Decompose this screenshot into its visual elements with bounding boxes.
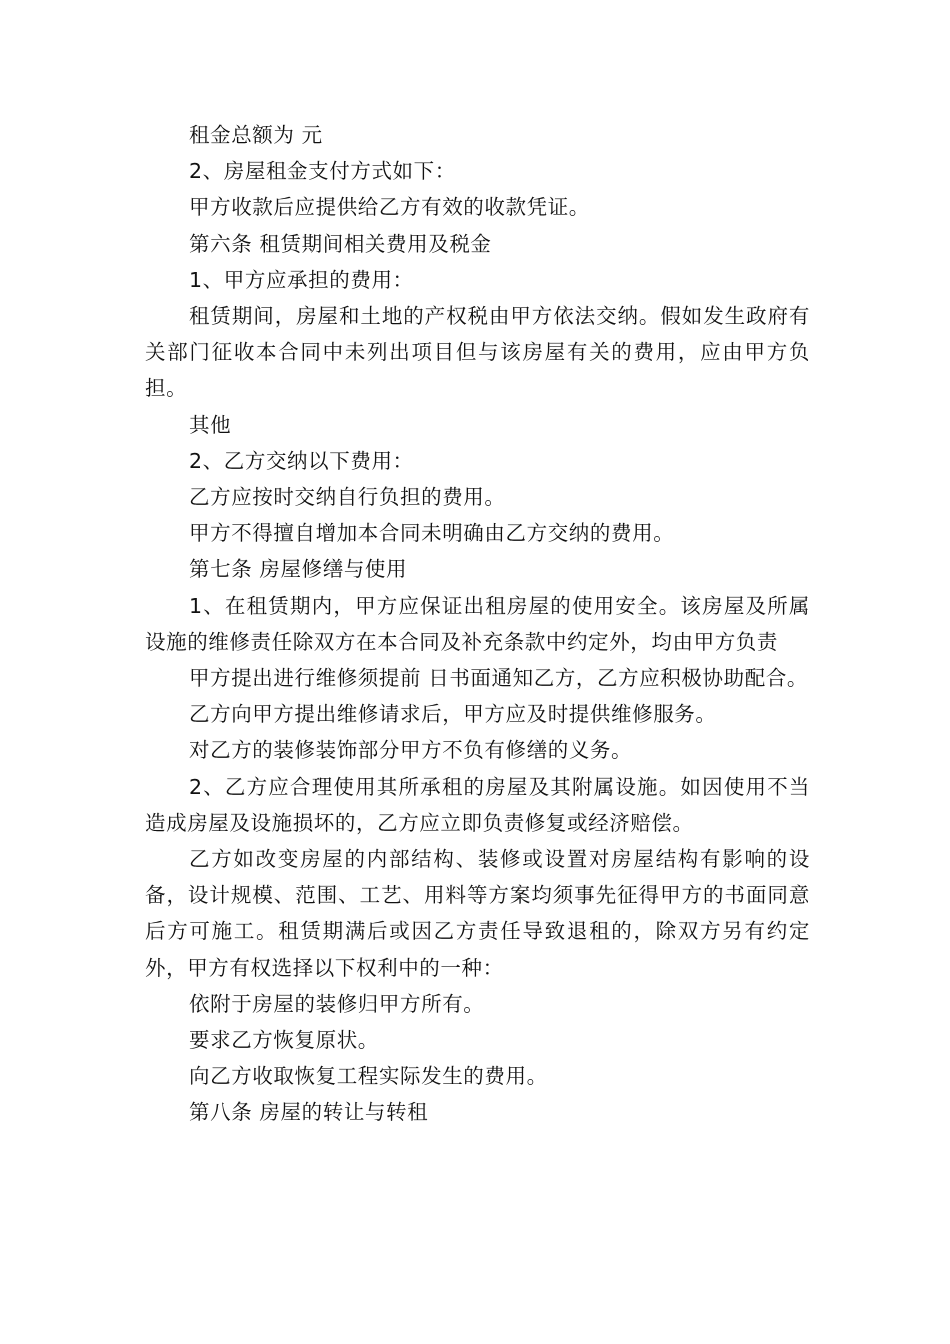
paragraph-8: 2、乙方交纳以下费用： bbox=[189, 448, 414, 473]
paragraph-10: 甲方不得擅自增加本合同未明确由乙方交纳的费用。 bbox=[189, 521, 675, 546]
document-body bbox=[145, 117, 810, 1131]
paragraph-12: 1、在租赁期内，甲方应保证出租房屋的使用安全。该房屋及所属设施的维修责任除双方在本合同及补充条款中约定外，均由甲方负责 bbox=[145, 593, 810, 654]
paragraph-7: 其他 bbox=[189, 412, 232, 437]
paragraph-13: 甲方提出进行维修须提前 日书面通知乙方，乙方应积极协助配合。 bbox=[189, 666, 809, 691]
paragraph-3: 甲方收款后应提供给乙方有效的收款凭证。 bbox=[189, 195, 590, 220]
paragraph-1: 租金总额为 元 bbox=[189, 123, 323, 147]
paragraph-16: 2、乙方应合理使用其所承租的房屋及其附属设施。如因使用不当造成房屋及设施损坏的，乙方应立即负责修复或经济赔偿。 bbox=[145, 774, 810, 835]
paragraph-17: 乙方如改变房屋的内部结构、装修或设置对房屋结构有影响的设备，设计规模、范围、工艺、用料等方案均须事先征得甲方的书面同意后方可施工。租赁期满后或因乙方责任导致退租的，除双方另有约定外，甲方有权选择以下权利中的一种： bbox=[145, 847, 810, 980]
paragraph-20: 向乙方收取恢复工程实际发生的费用。 bbox=[189, 1064, 548, 1089]
paragraph-5: 1、甲方应承担的费用： bbox=[189, 267, 414, 292]
paragraph-9: 乙方应按时交纳自行负担的费用。 bbox=[189, 485, 506, 510]
paragraph-15: 对乙方的装修装饰部分甲方不负有修缮的义务。 bbox=[189, 738, 633, 763]
paragraph-18: 依附于房屋的装修归甲方所有。 bbox=[189, 991, 485, 1016]
paragraph-14: 乙方向甲方提出维修请求后，甲方应及时提供维修服务。 bbox=[189, 702, 717, 727]
paragraph-19: 要求乙方恢复原状。 bbox=[189, 1028, 379, 1053]
paragraph-2: 2、房屋租金支付方式如下： bbox=[189, 159, 456, 184]
section-heading-8: 第八条 房屋的转让与转租 bbox=[189, 1100, 429, 1125]
paragraph-6: 租赁期间，房屋和土地的产权税由甲方依法交纳。假如发生政府有关部门征收本合同中未列出项目但与该房屋有关的费用，应由甲方负担。 bbox=[145, 304, 810, 401]
section-heading-6: 第六条 租赁期间相关费用及税金 bbox=[189, 231, 492, 256]
section-heading-7: 第七条 房屋修缮与使用 bbox=[189, 557, 408, 582]
